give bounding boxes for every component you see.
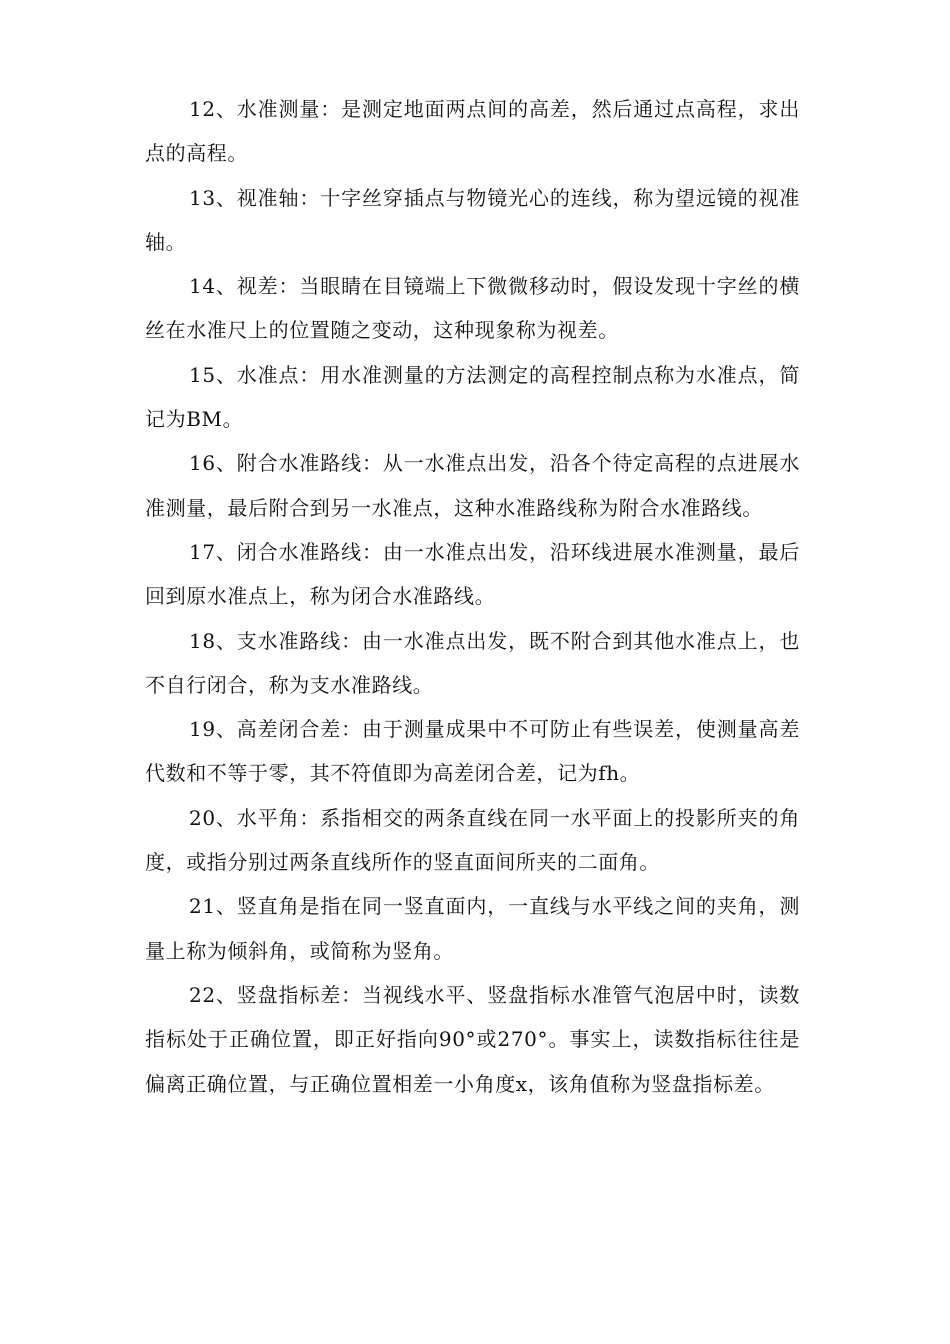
paragraph-item-18: 18、支水准路线：由一水准点出发，既不附合到其他水准点上，也不自行闭合，称为支水准路线。 xyxy=(145,628,800,697)
paragraph-item-15: 15、水准点：用水准测量的方法测定的高程控制点称为水准点，简记为BM。 xyxy=(145,362,800,432)
paragraph-item-16: 16、附合水准路线：从一水准点出发，沿各个待定高程的点进展水准测量，最后附合到另一水准点，这种水准路线称为附合水准路线。 xyxy=(145,451,800,520)
paragraph-item-20: 20、水平角：系指相交的两条直线在同一水平面上的投影所夹的角度，或指分别过两条直线所作的竖直面间所夹的二面角。 xyxy=(145,805,800,875)
paragraph-item-14: 14、视差：当眼睛在目镜端上下微微移动时，假设发现十字丝的横丝在水准尺上的位置随之变动，这种现象称为视差。 xyxy=(145,274,800,343)
paragraph-item-17: 17、闭合水准路线：由一水准点出发，沿环线进展水准测量，最后回到原水准点上，称为闭合水准路线。 xyxy=(145,539,800,609)
paragraph-item-19: 19、高差闭合差：由于测量成果中不可防止有些误差，使测量高差代数和不等于零，其不符值即为高差闭合差，记为fh。 xyxy=(145,717,800,786)
paragraph-item-13: 13、视准轴：十字丝穿插点与物镜光心的连线，称为望远镜的视准轴。 xyxy=(145,185,800,254)
document-body xyxy=(145,87,800,1106)
paragraph-item-21: 21、竖直角是指在同一竖直面内，一直线与水平线之间的夹角，测量上称为倾斜角，或简称为竖角。 xyxy=(145,894,800,963)
paragraph-item-12: 12、水准测量：是测定地面两点间的高差，然后通过点高程，求出点的高程。 xyxy=(145,97,800,166)
paragraph-item-22: 22、竖盘指标差：当视线水平、竖盘指标水准管气泡居中时，读数指标处于正确位置，即正好指向90°或270°。事实上，读数指标往往是偏离正确位置，与正确位置相差一小角度x，该角值称为竖盘指标差。 xyxy=(145,982,800,1096)
